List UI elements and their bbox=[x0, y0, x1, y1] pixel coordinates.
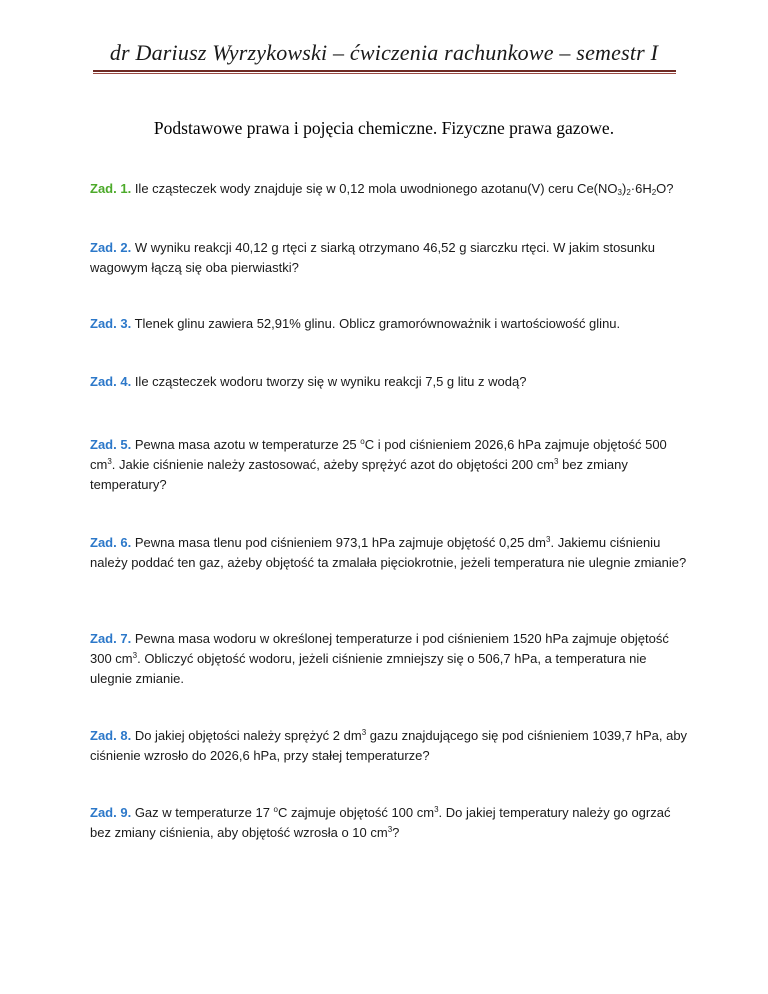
task-label: Zad. 1. bbox=[90, 181, 132, 196]
task-label: Zad. 4. bbox=[90, 374, 132, 389]
task-4: Zad. 4. Ile cząsteczek wodoru tworzy się w wyniku reakcji 7,5 g litu z wodą? bbox=[90, 374, 527, 389]
task-8: Zad. 8. Do jakiej objętości należy sprężyć 2 $dm^3$ gazu znajdującego się pod ciśnieniem 1039,7 hPa, aby ciśnienie wzrosło do 2026,6 hPa, przy stałej temperaturze? bbox=[90, 728, 688, 763]
header-rule-secondary bbox=[93, 73, 676, 74]
task-label: Zad. 5. bbox=[90, 437, 132, 452]
task-7: Zad. 7. Pewna masa wodoru w określonej temperaturze i pod ciśnieniem 1520 hPa zajmuje objętość 300 $cm^3$. Obliczyć objętość wodoru, jeżeli ciśnienie zmniejszy się o 506,7 hPa, a temperatura nie ulegnie zmianie. bbox=[90, 631, 669, 686]
header-rule bbox=[93, 70, 676, 72]
task-5: Zad. 5. Pewna masa azotu w temperaturze 25 $^o$C i pod ciśnieniem 2026,6 hPa zajmuje objętość 500 $cm^3$. Jakie ciśnienie należy zastosować, ażeby sprężyć azot do objętości 200 $cm^3$ bez zmiany temperatury? bbox=[90, 437, 667, 492]
task-9: Zad. 9. Gaz w temperaturze 17 $^o$C zajmuje objętość 100 $cm^3$. Do jakiej temperatury należy go ogrzać bez zmiany ciśnienia, aby objętość wzrosła o 10 $cm^3$? bbox=[90, 805, 671, 840]
document-title: Podstawowe prawa i pojęcia chemiczne. Fizyczne prawa gazowe. bbox=[153, 118, 615, 138]
task-label: Zad. 7. bbox=[90, 631, 132, 646]
task-label: Zad. 6. bbox=[90, 535, 132, 550]
task-6: Zad. 6. Pewna masa tlenu pod ciśnieniem 973,1 hPa zajmuje objętość 0,25 $dm^3$. Jakiemu ciśnieniu należy poddać ten gaz, ażeby objętość ta zmalała pięciokrotnie, jeżeli temperatura nie ulegnie zmianie? bbox=[90, 535, 687, 570]
task-label: Zad. 8. bbox=[90, 728, 132, 743]
page-header: dr Dariusz Wyrzykowski – ćwiczenia rachunkowe – semestr I bbox=[109, 40, 659, 65]
task-1: Zad. 1. Ile cząsteczek wody znajduje się w 0,12 mola uwodnionego azotanu(V) ceru $Ce(NO_3)_2\cdot 6H_2O$? bbox=[90, 181, 674, 197]
task-label: Zad. 3. bbox=[90, 316, 132, 331]
task-3: Zad. 3. Tlenek glinu zawiera 52,91% glinu. Oblicz gramorównoważnik i wartościowość glinu. bbox=[90, 316, 621, 331]
task-label: Zad. 9. bbox=[90, 805, 132, 820]
task-2: Zad. 2. W wyniku reakcji 40,12 g rtęci z siarką otrzymano 46,52 g siarczku rtęci. W jakim stosunku wagowym łączą się oba pierwiastki? bbox=[90, 240, 655, 275]
task-label: Zad. 2. bbox=[90, 240, 132, 255]
